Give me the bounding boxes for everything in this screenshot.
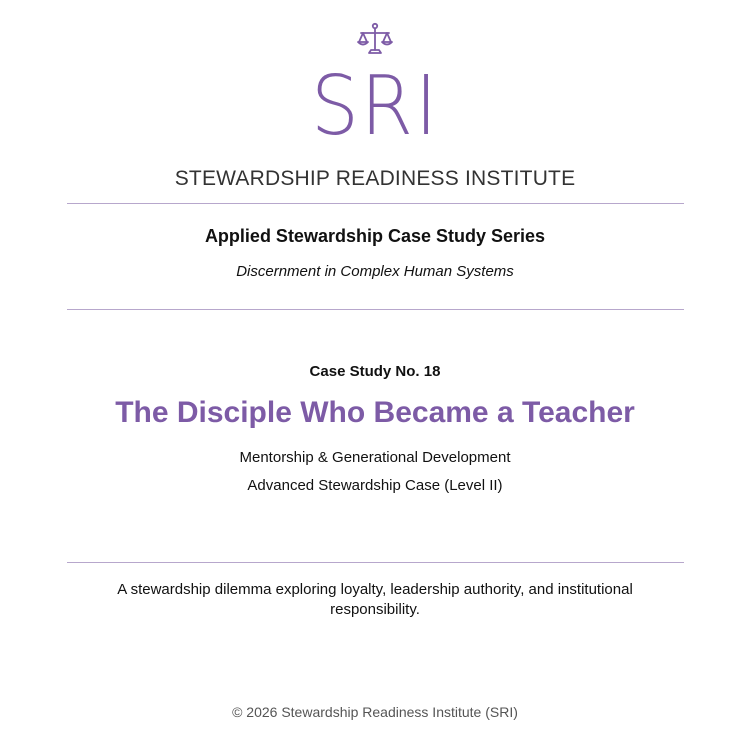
divider-middle <box>67 309 684 310</box>
institute-name: STEWARDSHIP READINESS INSTITUTE <box>174 167 576 190</box>
divider-bottom <box>67 562 684 563</box>
case-study-level: Advanced Stewardship Case (Level II) <box>247 477 503 494</box>
divider-top <box>67 203 684 204</box>
series-title: Applied Stewardship Case Study Series <box>204 226 546 246</box>
case-study-theme: Mentorship & Generational Development <box>239 449 511 466</box>
institute-acronym: SRI <box>310 59 440 154</box>
case-study-title: The Disciple Who Became a Teacher <box>115 396 635 429</box>
copyright-notice: © 2026 Stewardship Readiness Institute (SRI) <box>232 704 518 720</box>
scales-of-justice-icon <box>355 22 395 56</box>
case-study-number: Case Study No. 18 <box>309 363 441 380</box>
case-description: A stewardship dilemma exploring loyalty, leadership authority, and institutional responsibility. <box>117 581 633 618</box>
series-subtitle: Discernment in Complex Human Systems <box>236 263 514 280</box>
